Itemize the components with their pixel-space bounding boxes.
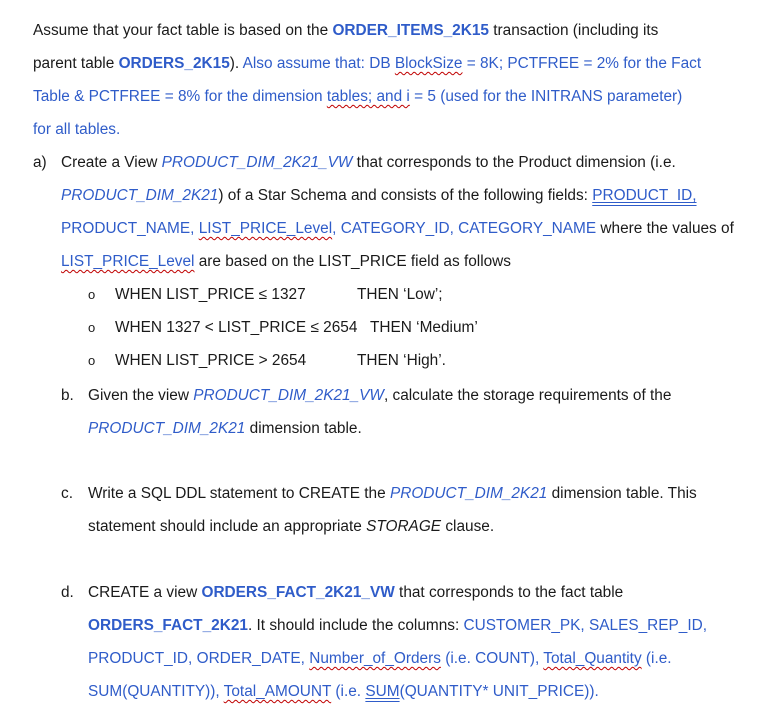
bullet-marker: o — [88, 287, 96, 302]
part-d-line-1 — [88, 583, 623, 603]
part-a-text: are based on the LIST_PRICE field as follows — [194, 253, 511, 270]
number-of-orders-column: Number_of_Orders — [309, 650, 441, 667]
intro-text: ). — [229, 55, 240, 72]
intro-line-4 — [33, 120, 120, 140]
orders-fact-table-name: ORDERS_FACT_2K21 — [88, 617, 248, 634]
assumption-text: = 5 (used for the INITRANS parameter) — [409, 88, 683, 105]
total-amount-column: Total_AMOUNT — [223, 683, 332, 700]
assumption-text: Table & PCTFREE = 8% for the dimension — [33, 88, 327, 105]
bullet-2-when: WHEN 1327 < LIST_PRICE ≤ 2654 — [115, 319, 358, 336]
product-dim-table-name: PRODUCT_DIM_2K21 — [88, 420, 246, 437]
part-d-line-3 — [88, 649, 672, 669]
bullet-marker: o — [88, 320, 96, 335]
part-c-text: dimension table. This — [547, 485, 697, 502]
part-c-label: c. — [61, 485, 73, 502]
column-list: (i.e. — [641, 650, 672, 667]
part-c-line-2 — [88, 517, 494, 537]
part-d-line-4 — [88, 682, 599, 702]
bullet-1-then: THEN ‘Low’; — [357, 286, 443, 303]
assumption-text: Also assume that: DB — [239, 55, 395, 72]
tables-and-i-term: tables; and i — [326, 88, 410, 105]
intro-line-3 — [33, 87, 682, 107]
orders-fact-view-name: ORDERS_FACT_2K21_VW — [201, 584, 395, 601]
bullet-2-then: THEN ‘Medium’ — [370, 319, 478, 336]
storage-keyword: STORAGE — [366, 518, 442, 535]
part-a-text: ) of a Star Schema and consists of the following fields: — [218, 187, 593, 204]
product-dim-view-name: PRODUCT_DIM_2K21_VW — [161, 154, 353, 171]
intro-text: transaction (including its — [488, 22, 659, 39]
list-price-level-field: LIST_PRICE_Level — [198, 220, 333, 237]
assumption-text: = 8K; PCTFREE = 2% for the Fact — [462, 55, 702, 72]
column-list: CUSTOMER_PK, SALES_REP_ID, — [463, 617, 708, 634]
list-price-level-field: LIST_PRICE_Level — [61, 253, 195, 270]
sum-keyword: SUM — [365, 683, 400, 700]
intro-text: Assume that your fact table is based on the — [33, 22, 333, 39]
orders-table-name: ORDERS_2K15 — [118, 55, 230, 72]
bullet-marker: o — [88, 353, 96, 368]
intro-line-1 — [33, 21, 658, 41]
part-b-line-1 — [88, 386, 671, 406]
product-dim-table-name: PRODUCT_DIM_2K21 — [61, 187, 219, 204]
column-list: SUM(QUANTITY)), — [88, 683, 224, 700]
part-c-text: Write a SQL DDL statement to CREATE the — [88, 485, 390, 502]
total-quantity-column: Total_Quantity — [543, 650, 642, 667]
column-list: PRODUCT_ID, ORDER_DATE, — [88, 650, 310, 667]
part-a-label: a) — [33, 154, 47, 171]
part-a-text: Create a View — [61, 154, 162, 171]
part-a-line-4 — [61, 252, 511, 272]
part-b-text: , calculate the storage requirements of the — [383, 387, 672, 404]
field-list: PRODUCT_NAME, — [61, 220, 199, 237]
part-d-line-2 — [88, 616, 707, 636]
part-d-text: . It should include the columns: — [247, 617, 464, 634]
column-list: (i.e. — [331, 683, 366, 700]
part-d-label: d. — [61, 584, 74, 601]
part-b-label: b. — [61, 387, 74, 404]
part-a-line-1 — [61, 153, 676, 173]
part-c-text: clause. — [441, 518, 495, 535]
part-c-text: statement should include an appropriate — [88, 518, 367, 535]
column-list: (i.e. COUNT), — [440, 650, 544, 667]
field-list: PRODUCT_ID, — [592, 187, 697, 204]
blocksize-term: BlockSize — [394, 55, 463, 72]
field-list: , CATEGORY_ID, CATEGORY_NAME — [332, 220, 597, 237]
column-list: (QUANTITY* UNIT_PRICE)). — [399, 683, 599, 700]
order-items-table-name: ORDER_ITEMS_2K15 — [332, 22, 489, 39]
intro-line-2 — [33, 54, 701, 74]
intro-text: parent table — [33, 55, 119, 72]
bullet-3-then: THEN ‘High’. — [357, 352, 446, 369]
product-dim-view-name: PRODUCT_DIM_2K21_VW — [193, 387, 384, 404]
part-a-line-3 — [61, 219, 734, 239]
part-d-text: CREATE a view — [88, 584, 202, 601]
part-d-text: that corresponds to the fact table — [394, 584, 624, 601]
bullet-1-when: WHEN LIST_PRICE ≤ 1327 — [115, 286, 306, 303]
assumption-text: for all tables. — [33, 121, 121, 138]
bullet-3-when: WHEN LIST_PRICE > 2654 — [115, 352, 307, 369]
part-a-text: that corresponds to the Product dimension (i.e. — [352, 154, 676, 171]
part-a-text: where the values of — [596, 220, 734, 237]
part-a-line-2 — [61, 186, 697, 206]
part-b-text: dimension table. — [245, 420, 362, 437]
product-dim-table-name: PRODUCT_DIM_2K21 — [389, 485, 548, 502]
part-c-line-1 — [88, 484, 697, 504]
part-b-line-2 — [88, 419, 362, 439]
part-b-text: Given the view — [88, 387, 194, 404]
